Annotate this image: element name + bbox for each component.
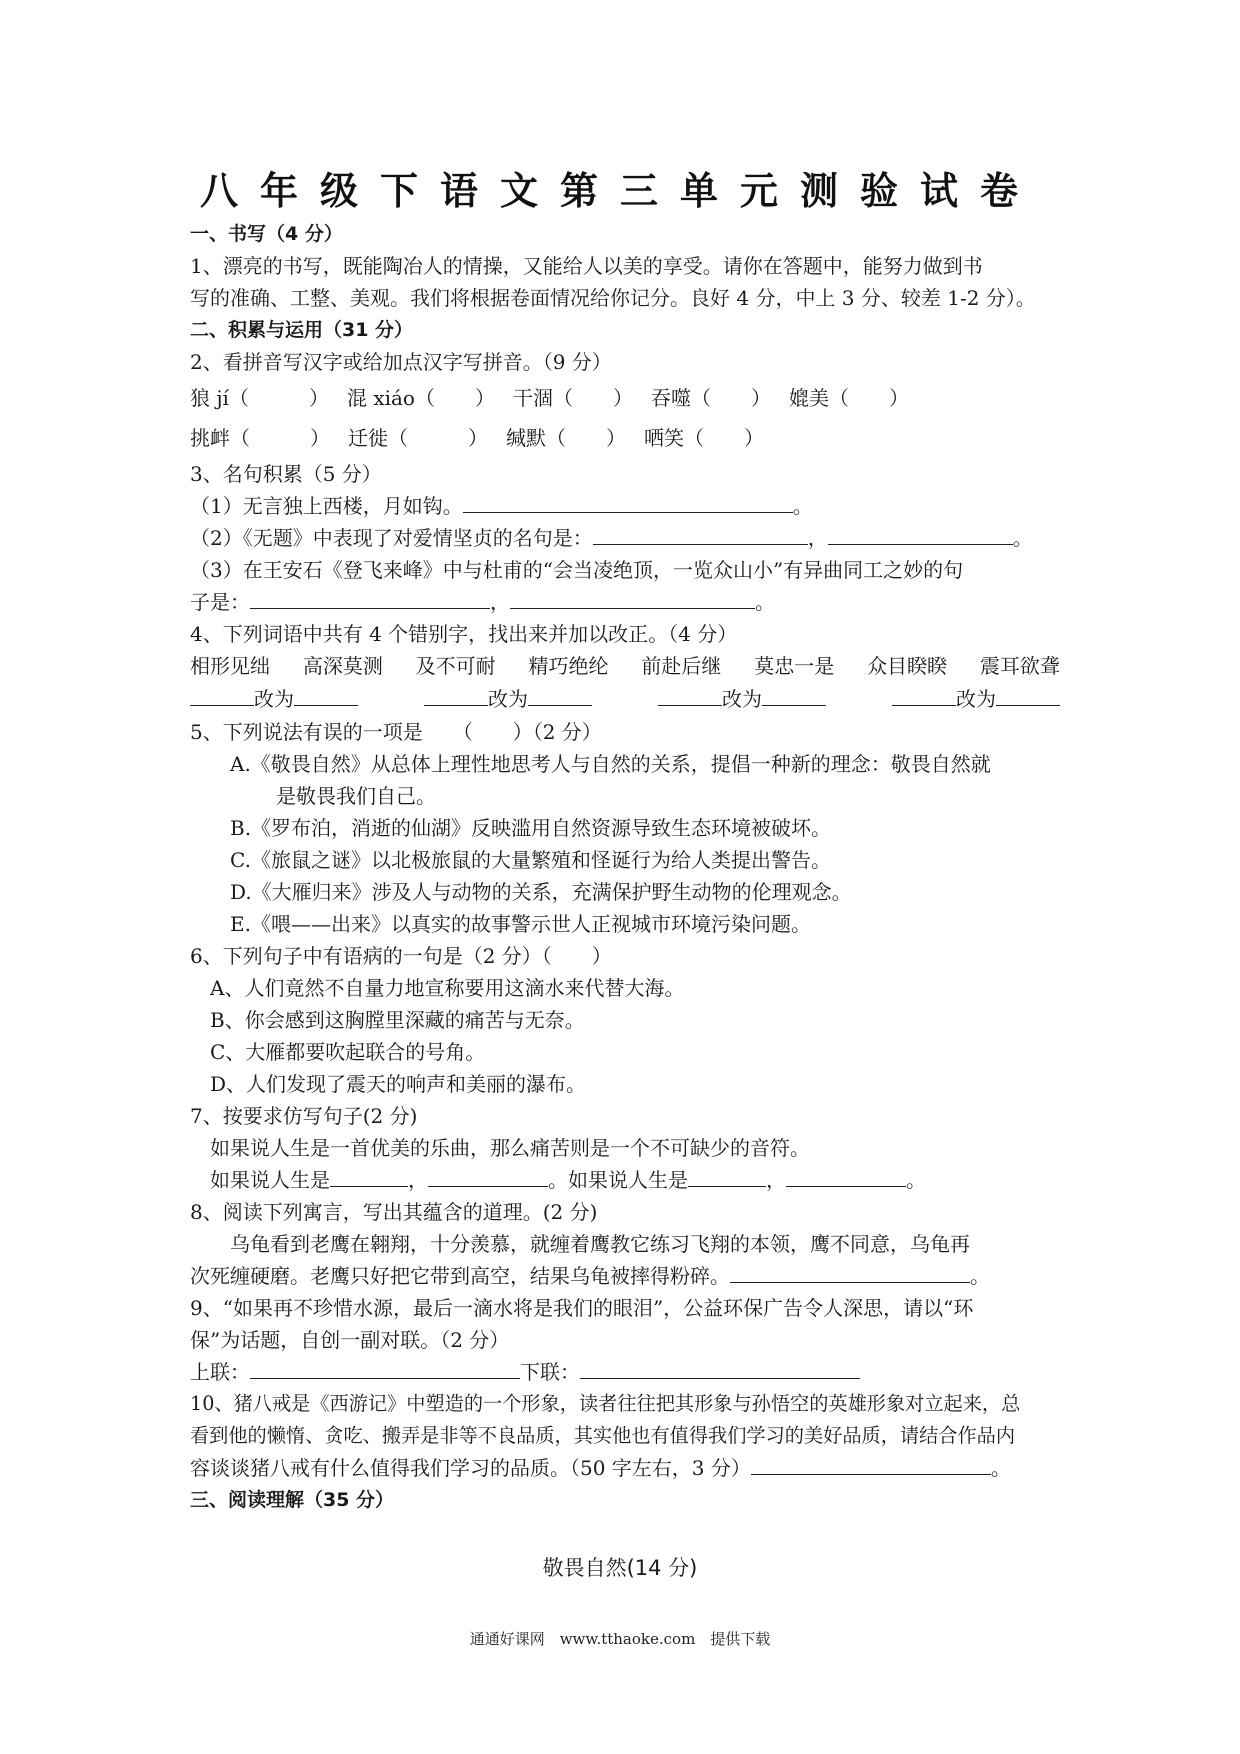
period-mark: 。: [755, 590, 775, 614]
q4-word: 莫忠一是: [754, 654, 835, 678]
q4-word: 及不可耐: [415, 654, 496, 678]
answer-blank[interactable]: [190, 683, 254, 706]
q3-stem: 3、名句积累（5 分）: [190, 462, 382, 486]
q6-option-d: D、人们发现了震天的响声和美丽的瀑布。: [210, 1072, 587, 1096]
answer-blank[interactable]: [250, 586, 490, 609]
q5-option-d: D.《大雁归来》涉及人与动物的关系，充满保护野生动物的伦理观念。: [230, 880, 852, 904]
q4-correction: [424, 682, 592, 716]
q4-word: 精巧绝纶: [528, 654, 609, 678]
comma-mark: ，: [807, 526, 828, 550]
q7-answer-line: [190, 1164, 1060, 1196]
reading-title: 敬畏自然(14 分): [542, 1556, 698, 1580]
q6-stem: 6、下列句子中有语病的一句是（2 分）（ ）: [190, 944, 612, 968]
q5-option-c: C.《旅鼠之谜》以北极旅鼠的大量繁殖和怪诞行为给人类提出警告。: [230, 848, 831, 872]
comma-mark: ，: [408, 1168, 428, 1192]
q1-text-line1: 1、漂亮的书写，既能陶冶人的情操，又能给人以美的享受。请你在答题中，能努力做到书: [190, 254, 983, 278]
q2-pinyin-row1: [190, 378, 1060, 418]
section-heading-writing: 一、书写（4 分）: [190, 223, 343, 245]
q3-sentence2: [190, 522, 1060, 554]
q2-item[interactable]: 吞噬（ ）: [650, 386, 771, 410]
q5-option-a-line2: 是敬畏我们自己。: [276, 784, 436, 808]
change-label: 改为: [254, 687, 294, 711]
answer-blank[interactable]: [510, 586, 755, 609]
q2-item[interactable]: 迁徙（ ）: [348, 426, 488, 450]
answer-blank[interactable]: [730, 1260, 970, 1283]
answer-blank[interactable]: [250, 1356, 520, 1379]
q4-word: 众目睽睽: [867, 654, 948, 678]
page-title: 八年级下语文第三单元测验试卷: [199, 169, 1040, 213]
q2-item[interactable]: 混 xiáo（ ）: [346, 386, 495, 410]
q10-text-line1: 10、猪八戒是《西游记》中塑造的一个形象，读者往往把其形象与孙悟空的英雄形象对立起来，总: [190, 1392, 1021, 1415]
q4-word: 前赴后继: [641, 654, 722, 678]
couplet-up-label: 上联：: [190, 1360, 250, 1384]
period-mark: 。: [970, 1264, 990, 1288]
q7-example: 如果说人生是一首优美的乐曲，那么痛苦则是一个不可缺少的音符。: [210, 1136, 810, 1160]
change-label: 改为: [956, 687, 996, 711]
answer-blank[interactable]: [751, 1452, 991, 1475]
answer-blank[interactable]: [828, 522, 1013, 545]
q10-text-line2: 看到他的懒惰、贪吃、搬弄是非等不良品质，其实他也有值得我们学习的美好品质，请结合作品内: [190, 1424, 1016, 1447]
q3-sentence3-line1: （3）在王安石《登飞来峰》中与杜甫的“会当凌绝顶，一览众山小”有异曲同工之妙的句: [190, 558, 964, 582]
q2-item[interactable]: 缄默（ ）: [506, 426, 626, 450]
answer-blank[interactable]: [593, 522, 808, 545]
q2-item[interactable]: 干涸（ ）: [512, 386, 633, 410]
q9-text-line1: 9、“如果再不珍惜水源，最后一滴水将是我们的眼泪”，公益环保广告令人深思，请以“环: [190, 1296, 974, 1320]
period-mark: 。: [1012, 526, 1033, 550]
comma-mark: ，: [490, 590, 510, 614]
q4-correction-row: [190, 682, 1060, 716]
period-mark: 。: [792, 494, 813, 518]
q4-word-list: [190, 650, 1060, 682]
q4-word: 相形见绌: [190, 654, 270, 678]
q5-option-b: B.《罗布泊，消逝的仙湖》反映滥用自然资源导致生态环境被破坏。: [230, 816, 832, 840]
q8-fable-line1: 乌龟看到老鹰在翱翔，十分羡慕，就缠着鹰教它练习飞翔的本领，鹰不同意，乌龟再: [230, 1232, 970, 1256]
q6-option-b: B、你会感到这胸膛里深藏的痛苦与无奈。: [210, 1008, 585, 1032]
answer-blank[interactable]: [463, 490, 793, 513]
change-label: 改为: [722, 687, 762, 711]
q4-word: 高深莫测: [302, 654, 383, 678]
q2-item[interactable]: 狼 jí（ ）: [190, 386, 329, 410]
q10-text: 容谈谈猪八戒有什么值得我们学习的品质。（50 字左右，3 分）: [190, 1456, 751, 1480]
period-mark: 。: [906, 1168, 926, 1192]
q2-item[interactable]: 哂笑（ ）: [644, 426, 764, 450]
exam-content: [190, 218, 1060, 1516]
q3-sentence3-line2: [190, 586, 1060, 618]
q2-item[interactable]: 挑衅（ ）: [190, 426, 330, 450]
answer-blank[interactable]: [762, 683, 826, 706]
section-heading-accumulation: 二、积累与运用（31 分）: [190, 319, 414, 341]
answer-blank[interactable]: [580, 1356, 860, 1379]
change-label: 改为: [488, 687, 528, 711]
q4-correction: [658, 682, 826, 716]
q2-item[interactable]: 媲美（ ）: [788, 386, 909, 410]
q5-option-e: E.《喂——出来》以真实的故事警示世人正视城市环境污染问题。: [230, 912, 811, 936]
q3-sentence1: [190, 490, 1060, 522]
q4-stem: 4、下列词语中共有 4 个错别字，找出来并加以改正。（4 分）: [190, 622, 738, 646]
comma-mark: ，: [766, 1168, 786, 1192]
q7-prefix: 如果说人生是: [210, 1168, 330, 1192]
answer-blank[interactable]: [892, 683, 956, 706]
q6-option-a: A、人们竟然不自量力地宣称要用这滴水来代替大海。: [210, 976, 685, 1000]
answer-blank[interactable]: [528, 683, 592, 706]
q10-text-line3: [190, 1452, 1060, 1484]
q7-mid: 。如果说人生是: [548, 1168, 688, 1192]
q1-text-line2: 写的准确、工整、美观。我们将根据卷面情况给你记分。良好 4 分，中上 3 分、较差 1-2 分）。: [190, 286, 1036, 310]
page-footer: 通通好课网 www.tthaoke.com 提供下载: [469, 1630, 771, 1648]
q4-correction: [892, 682, 1060, 716]
q8-fable-text: 次死缠硬磨。老鹰只好把它带到高空，结果乌龟被摔得粉碎。: [190, 1264, 730, 1288]
q7-stem: 7、按要求仿写句子(2 分): [190, 1104, 418, 1128]
answer-blank[interactable]: [786, 1164, 906, 1187]
q4-word: 震耳欲聋: [979, 654, 1060, 678]
q5-option-a-line1: A.《敬畏自然》从总体上理性地思考人与自然的关系，提倡一种新的理念：敬畏自然就: [230, 752, 991, 776]
q3-s2-text: （2）《无题》中表现了对爱情坚贞的名句是：: [190, 526, 593, 550]
answer-blank[interactable]: [996, 683, 1060, 706]
couplet-down-label: 下联：: [520, 1360, 580, 1384]
answer-blank[interactable]: [424, 683, 488, 706]
q8-fable-line2: [190, 1260, 1060, 1292]
answer-blank[interactable]: [688, 1164, 766, 1187]
q9-text-line2: 保”为话题，自创一副对联。（2 分）: [190, 1328, 510, 1352]
q4-correction: [190, 682, 358, 716]
q2-stem: 2、看拼音写汉字或给加点汉字写拼音。（9 分）: [190, 350, 612, 374]
section-heading-reading: 三、阅读理解（35 分）: [190, 1489, 395, 1511]
q2-pinyin-row2: [190, 418, 1060, 458]
answer-blank[interactable]: [658, 683, 722, 706]
q5-stem: 5、下列说法有误的一项是 （ ）（2 分）: [190, 720, 602, 744]
q8-stem: 8、阅读下列寓言，写出其蕴含的道理。(2 分): [190, 1200, 598, 1224]
q3-s1-text: （1）无言独上西楼，月如钩。: [190, 494, 463, 518]
q6-option-c: C、大雁都要吹起联合的号角。: [210, 1040, 486, 1064]
q9-couplet-line: [190, 1356, 1060, 1388]
q3-s3b-text: 子是：: [190, 590, 250, 614]
period-mark: 。: [990, 1456, 1011, 1480]
answer-blank[interactable]: [428, 1164, 548, 1187]
answer-blank[interactable]: [330, 1164, 408, 1187]
answer-blank[interactable]: [294, 683, 358, 706]
